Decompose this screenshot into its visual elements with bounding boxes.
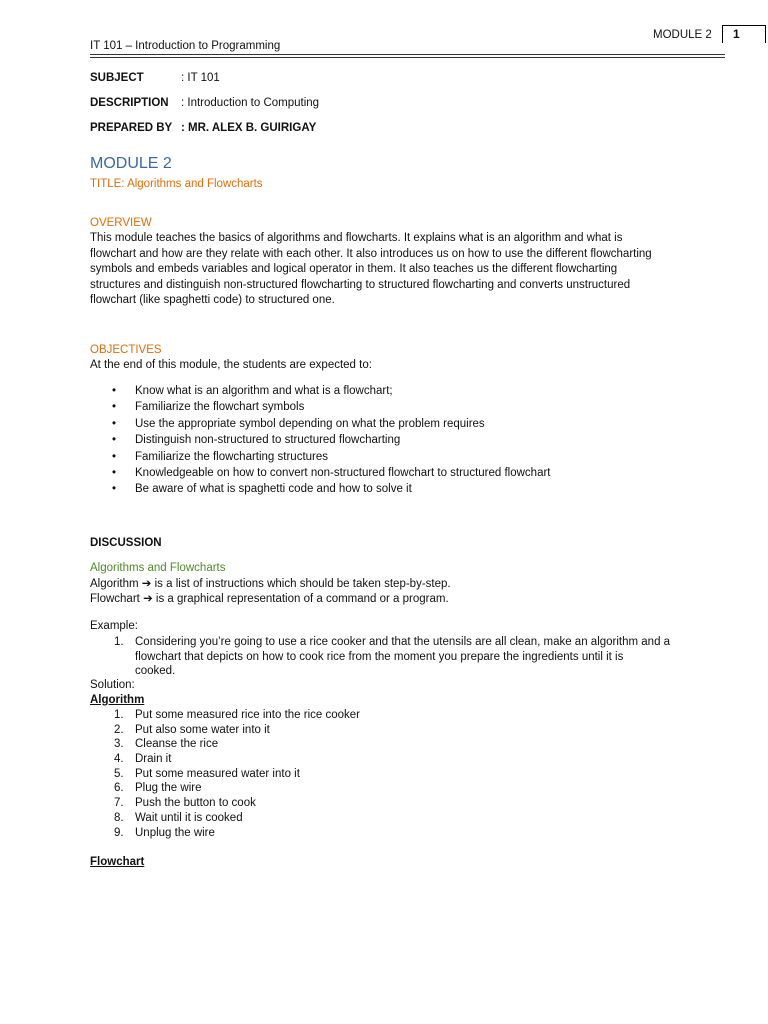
header-course-title: IT 101 – Introduction to Programming xyxy=(90,40,281,52)
example-text xyxy=(135,635,730,679)
arrow-icon: ➔ xyxy=(143,593,153,605)
list-item xyxy=(90,796,360,811)
bullet: • xyxy=(112,401,117,414)
overview-line: This module teaches the basics of algorithms and flowcharts. It explains what is an algorithm and what is xyxy=(90,232,623,244)
algorithm-term: Algorithm xyxy=(90,578,139,590)
example-label: Example: xyxy=(90,620,138,632)
discussion-heading: DISCUSSION xyxy=(90,537,162,549)
overview-line: flowchart (like spaghetti code) to structured one. xyxy=(90,294,335,307)
objective-text: Familiarize the flowcharting structures xyxy=(135,450,329,463)
description-value: : Introduction to Computing xyxy=(181,97,320,109)
example-line: Considering you’re going to use a rice cooker and that the utensils are all clean, make an algorithm and a xyxy=(135,636,671,648)
header-rule xyxy=(90,54,725,55)
list-item xyxy=(90,416,551,432)
list-item xyxy=(90,781,360,796)
step-number: 7. xyxy=(114,797,124,810)
list-item xyxy=(90,826,360,841)
bullet: • xyxy=(112,434,117,447)
step-text: Plug the wire xyxy=(135,782,202,795)
discussion-subheading: Algorithms and Flowcharts xyxy=(90,562,226,574)
step-text: Put some measured rice into the rice cooker xyxy=(135,709,360,721)
step-number: 2. xyxy=(114,723,124,736)
header-module-label: MODULE 2 xyxy=(653,29,712,41)
step-text: Drain it xyxy=(135,753,172,766)
list-item xyxy=(90,737,360,752)
step-number: 5. xyxy=(114,767,124,780)
step-text: Wait until it is cooked xyxy=(135,811,243,824)
objective-text: Know what is an algorithm and what is a flowchart; xyxy=(135,385,393,397)
flowchart-definition xyxy=(90,591,449,605)
step-number: 1. xyxy=(114,709,124,721)
step-text: Cleanse the rice xyxy=(135,738,219,751)
overview-line: structures and distinguish non-structured flowcharting to structured flowcharting and converts unstructured xyxy=(90,278,631,291)
step-number: 9. xyxy=(114,826,124,839)
list-item xyxy=(90,432,551,448)
header-rule xyxy=(90,57,725,58)
flowchart-heading: Flowchart xyxy=(90,856,145,868)
objective-text: Distinguish non-structured to structured flowcharting xyxy=(135,434,401,447)
algorithm-steps xyxy=(90,708,360,840)
module-title: MODULE 2 xyxy=(90,155,172,172)
step-text: Put also some water into it xyxy=(135,723,270,736)
subject-value: : IT 101 xyxy=(181,72,220,84)
list-item xyxy=(90,383,551,399)
step-text: Put some measured water into it xyxy=(135,767,300,780)
header-page-number: 1 xyxy=(722,25,766,43)
bullet: • xyxy=(112,466,117,479)
step-number: 6. xyxy=(114,782,124,795)
prepared-value: : MR. ALEX B. GUIRIGAY xyxy=(181,122,317,134)
bullet: • xyxy=(112,483,117,496)
algorithm-def-text: is a list of instructions which should be taken step-by-step. xyxy=(154,578,451,590)
objectives-intro: At the end of this module, the students are expected to: xyxy=(90,359,372,371)
list-item xyxy=(90,752,360,767)
prepared-label: PREPARED BY xyxy=(90,122,173,134)
list-item xyxy=(90,399,551,415)
step-text: Unplug the wire xyxy=(135,826,215,839)
example-line: cooked. xyxy=(135,665,176,678)
list-item xyxy=(90,767,360,782)
bullet: • xyxy=(112,450,117,463)
arrow-icon: ➔ xyxy=(141,578,152,590)
step-number: 4. xyxy=(114,753,124,766)
objective-text: Familiarize the flowchart symbols xyxy=(135,401,305,414)
algorithm-definition xyxy=(90,576,451,590)
objective-text: Use the appropriate symbol depending on what the problem requires xyxy=(135,417,485,430)
bullet: • xyxy=(112,417,117,430)
list-item xyxy=(90,449,551,465)
list-item xyxy=(90,811,360,826)
objectives-list xyxy=(90,383,551,498)
step-number: 8. xyxy=(114,811,124,824)
list-item xyxy=(90,481,551,497)
solution-label: Solution: xyxy=(90,679,135,691)
overview-line: symbols and embeds variables and logical operator in them. It also teaches us the different flowcharting xyxy=(90,263,618,276)
example-line: flowchart that depicts on how to cook rice from the moment you prepare the ingredients until it is xyxy=(135,650,624,663)
subject-label: SUBJECT xyxy=(90,72,144,84)
overview-heading: OVERVIEW xyxy=(90,217,152,229)
module-subtitle: TITLE: Algorithms and Flowcharts xyxy=(90,178,263,190)
objective-text: Be aware of what is spaghetti code and how to solve it xyxy=(135,483,412,496)
example-number: 1. xyxy=(114,636,124,648)
overview-line: flowchart and how are they relate with each other. It also introduces us on how to use the different flowcharting xyxy=(90,247,652,260)
algorithm-heading: Algorithm xyxy=(90,694,145,706)
overview-paragraph xyxy=(90,231,730,309)
flowchart-def-text: is a graphical representation of a command or a program. xyxy=(155,593,449,605)
objectives-heading: OBJECTIVES xyxy=(90,344,162,356)
bullet: • xyxy=(112,385,117,397)
step-text: Push the button to cook xyxy=(135,797,256,810)
list-item xyxy=(90,708,360,723)
step-number: 3. xyxy=(114,738,124,751)
list-item xyxy=(90,465,551,481)
description-label: DESCRIPTION xyxy=(90,97,169,109)
list-item xyxy=(90,723,360,738)
objective-text: Knowledgeable on how to convert non-structured flowchart to structured flowchart xyxy=(135,466,551,479)
flowchart-term: Flowchart xyxy=(90,593,140,605)
